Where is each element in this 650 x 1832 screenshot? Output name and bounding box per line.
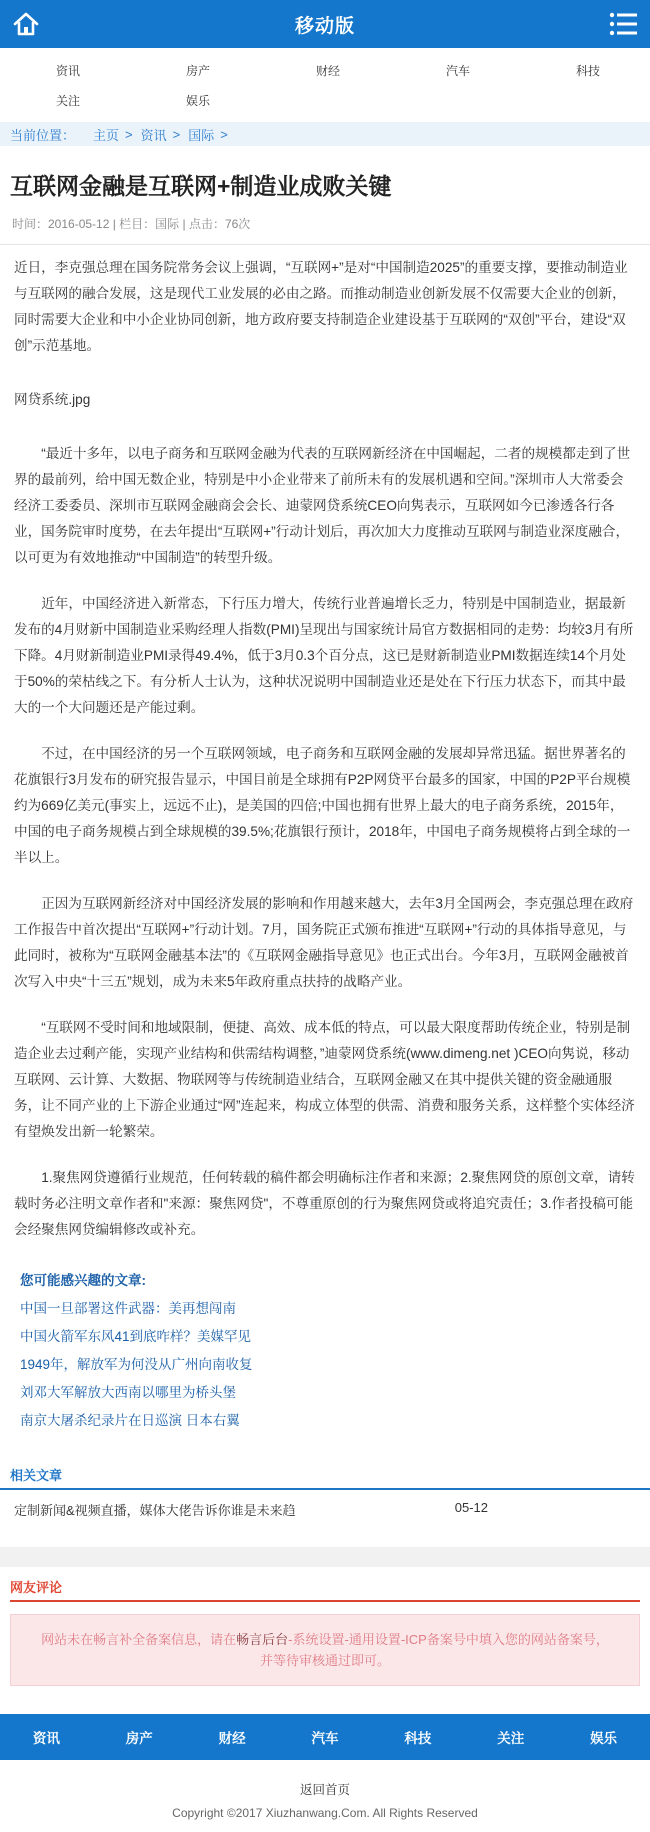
footer-nav-link[interactable]: 科技	[404, 1731, 432, 1746]
comments-section	[0, 1547, 650, 1686]
footer-nav-link[interactable]: 汽车	[311, 1731, 339, 1746]
category-link[interactable]: 资讯	[56, 64, 81, 78]
menu-icon[interactable]	[606, 6, 642, 42]
footer-nav-link[interactable]: 关注	[497, 1731, 525, 1746]
notice-link[interactable]: 畅言后台	[236, 1632, 289, 1647]
article-paragraph: “最近十多年，以电子商务和互联网金融为代表的互联网新经济在中国崛起，二者的规模都走到了世界的最前列，给中国无数企业，特别是中小企业带来了前所未有的发展机遇和空间。”深圳市人大常委会经济工委委员、深圳市互联网金融商会会长、迪蒙网贷系统CEO向隽表示，互联网如今已渗透各行各业，国务院审时度势，在去年提出“互联网+”行动计划后，再次加大力度推动互联网与制造业深度融合，以可更为有效地推动“中国制造”的转型升级。	[14, 446, 631, 565]
breadcrumb-item[interactable]: 国际	[188, 127, 215, 143]
recommended-link[interactable]: 刘邓大军解放大西南以哪里为桥头堡	[20, 1385, 236, 1400]
copyright-notice: 1.聚焦网贷遵循行业规范，任何转载的稿件都会明确标注作者和来源；2.聚焦网贷的原创文章，请转载时务必注明文章作者和"来源：聚焦网贷"，不尊重原创的行为聚焦网贷或将追究责任；3.作者投稿可能会经聚焦网贷编辑修改或补充。	[14, 1170, 635, 1237]
article-meta: 时间：2016-05-12 | 栏目：国际 | 点击：76次	[0, 201, 650, 245]
breadcrumb-separator: >	[172, 126, 181, 142]
article-title: 互联网金融是互联网+制造业成败关键	[10, 173, 392, 199]
related-title: 相关文章	[0, 1461, 650, 1490]
footer-nav-link[interactable]: 资讯	[32, 1731, 60, 1746]
breadcrumb-separator: >	[220, 126, 228, 142]
home-icon[interactable]	[8, 6, 44, 42]
category-link[interactable]: 关注	[56, 94, 81, 108]
article-paragraph: 近年，中国经济进入新常态，下行压力增大，传统行业普遍增长乏力，特别是中国制造业，据最新发布的4月财新中国制造业采购经理人指数(PMI)呈现出与国家统计局官方数据相同的走势：均较3月有所下降。4月财新制造业PMI录得49.4%，低于3月0.3个百分点，这已是财新制造业PMI数据连续14个月处于50%的荣枯线之下。有分析人士认为，这种状况说明中国制造业还是处在下行压力状态下，而其中最大的一个大问题还是产能过剩。	[14, 596, 634, 715]
article-paragraph: 不过，在中国经济的另一个互联网领域，电子商务和互联网金融的发展却异常迅猛。据世界著名的花旗银行3月发布的研究报告显示，中国目前是全球拥有P2P网贷平台最多的国家，中国的P2P平台规模约为669亿美元(事实上，远远不止)，是美国的四倍;中国也拥有世界上最大的电子商务系统，2015年，中国的电子商务规模占到全球规模的39.5%;花旗银行预计，2018年，中国电子商务规模将占到全球的一半以上。	[14, 746, 631, 865]
breadcrumb-separator: >	[125, 126, 133, 142]
article-paragraph: 正因为互联网新经济对中国经济发展的影响和作用越来越大，去年3月全国两会，李克强总理在政府工作报告中首次提出“互联网+”行动计划。7月，国务院正式颁布推进“互联网+”行动的具体指导意见，与此同时，被称为“互联网金融基本法”的《互联网金融指导意见》也正式出台。今年3月，互联网金融被首次写入中央“十三五”规划，成为未来5年政府重点扶持的战略产业。	[14, 896, 634, 989]
recommended-link[interactable]: 中国火箭军东风41到底咋样？美媒罕见	[20, 1329, 252, 1344]
category-link[interactable]: 科技	[576, 64, 601, 78]
comments-notice	[10, 1614, 640, 1686]
category-link[interactable]: 娱乐	[186, 94, 211, 108]
related-date: 05-12	[454, 1500, 488, 1515]
breadcrumb	[0, 122, 650, 146]
article-paragraph: “互联网不受时间和地域限制，便捷、高效、成本低的特点，可以最大限度帮助传统企业，特别是制造企业去过剩产能，实现产业结构和供需结构调整，”迪蒙网贷系统(www.dimeng.net )CEO向隽说，移动互联网、云计算、大数据、物联网等与传统制造业结合，互联网金融又在其中提供关键的资金融通服务，让不同产业的上下游企业通过“网”连起来，构成立体型的供需、消费和服务关系，这样整个实体经济有望焕发出新一轮繁荣。	[14, 1020, 635, 1139]
breadcrumb-label: 当前位置：	[10, 127, 76, 143]
back-home-link[interactable]: 返回首页	[299, 1783, 350, 1797]
footer-nav-link[interactable]: 娱乐	[590, 1731, 618, 1746]
recommended-link[interactable]: 1949年，解放军为何没从广州向南收复	[20, 1357, 253, 1372]
category-link[interactable]: 房产	[186, 64, 211, 78]
footer-nav-link[interactable]: 财经	[218, 1731, 246, 1746]
breadcrumb-item[interactable]: 主页	[93, 127, 120, 143]
image-caption: 网贷系统.jpg	[14, 392, 91, 407]
top-header	[0, 0, 650, 48]
related-articles	[0, 1461, 650, 1529]
footer-nav	[0, 1714, 650, 1760]
notice-text: -系统设置-通用设置-ICP备案号中填入您的网站备案号，并等待审核通过即可。	[259, 1632, 609, 1668]
category-link[interactable]: 财经	[316, 64, 341, 78]
recommended-link[interactable]: 中国一旦部署这件武器：美再想闯南	[20, 1301, 236, 1316]
footer-nav-link[interactable]: 房产	[125, 1731, 153, 1746]
related-link[interactable]: 定制新闻&视频直播，媒体大佬告诉你谁是未来趋	[14, 1503, 296, 1518]
comments-title: 网友评论	[10, 1577, 640, 1602]
copyright-text: Copyright ©2017 Xiuzhanwang.Com. All Rights Reserved	[172, 1806, 478, 1820]
notice-text: 网站未在畅言补全备案信息，请在	[41, 1632, 237, 1647]
breadcrumb-item[interactable]: 资讯	[140, 127, 167, 143]
article-body	[0, 245, 650, 1243]
category-nav	[0, 48, 650, 122]
article-paragraph: 近日，李克强总理在国务院常务会议上强调，“互联网+”是对“中国制造2025”的重要支撑，要推动制造业与互联网的融合发展，这是现代工业发展的必由之路。而推动制造业创新发展不仅需要大企业的创新，同时需要大企业和中小企业协同创新，地方政府要支持制造企业建设基于互联网的“双创”平台，建设“双创”示范基地。	[14, 260, 628, 353]
related-row[interactable]	[0, 1490, 650, 1529]
recommended-articles	[0, 1263, 650, 1447]
category-link[interactable]: 汽车	[446, 64, 471, 78]
site-title: 移动版	[294, 15, 355, 37]
recommended-link[interactable]: 南京大屠杀纪录片在日巡演 日本右翼	[20, 1413, 240, 1428]
recommended-title: 您可能感兴趣的文章:	[20, 1273, 146, 1288]
footer	[0, 1760, 650, 1832]
